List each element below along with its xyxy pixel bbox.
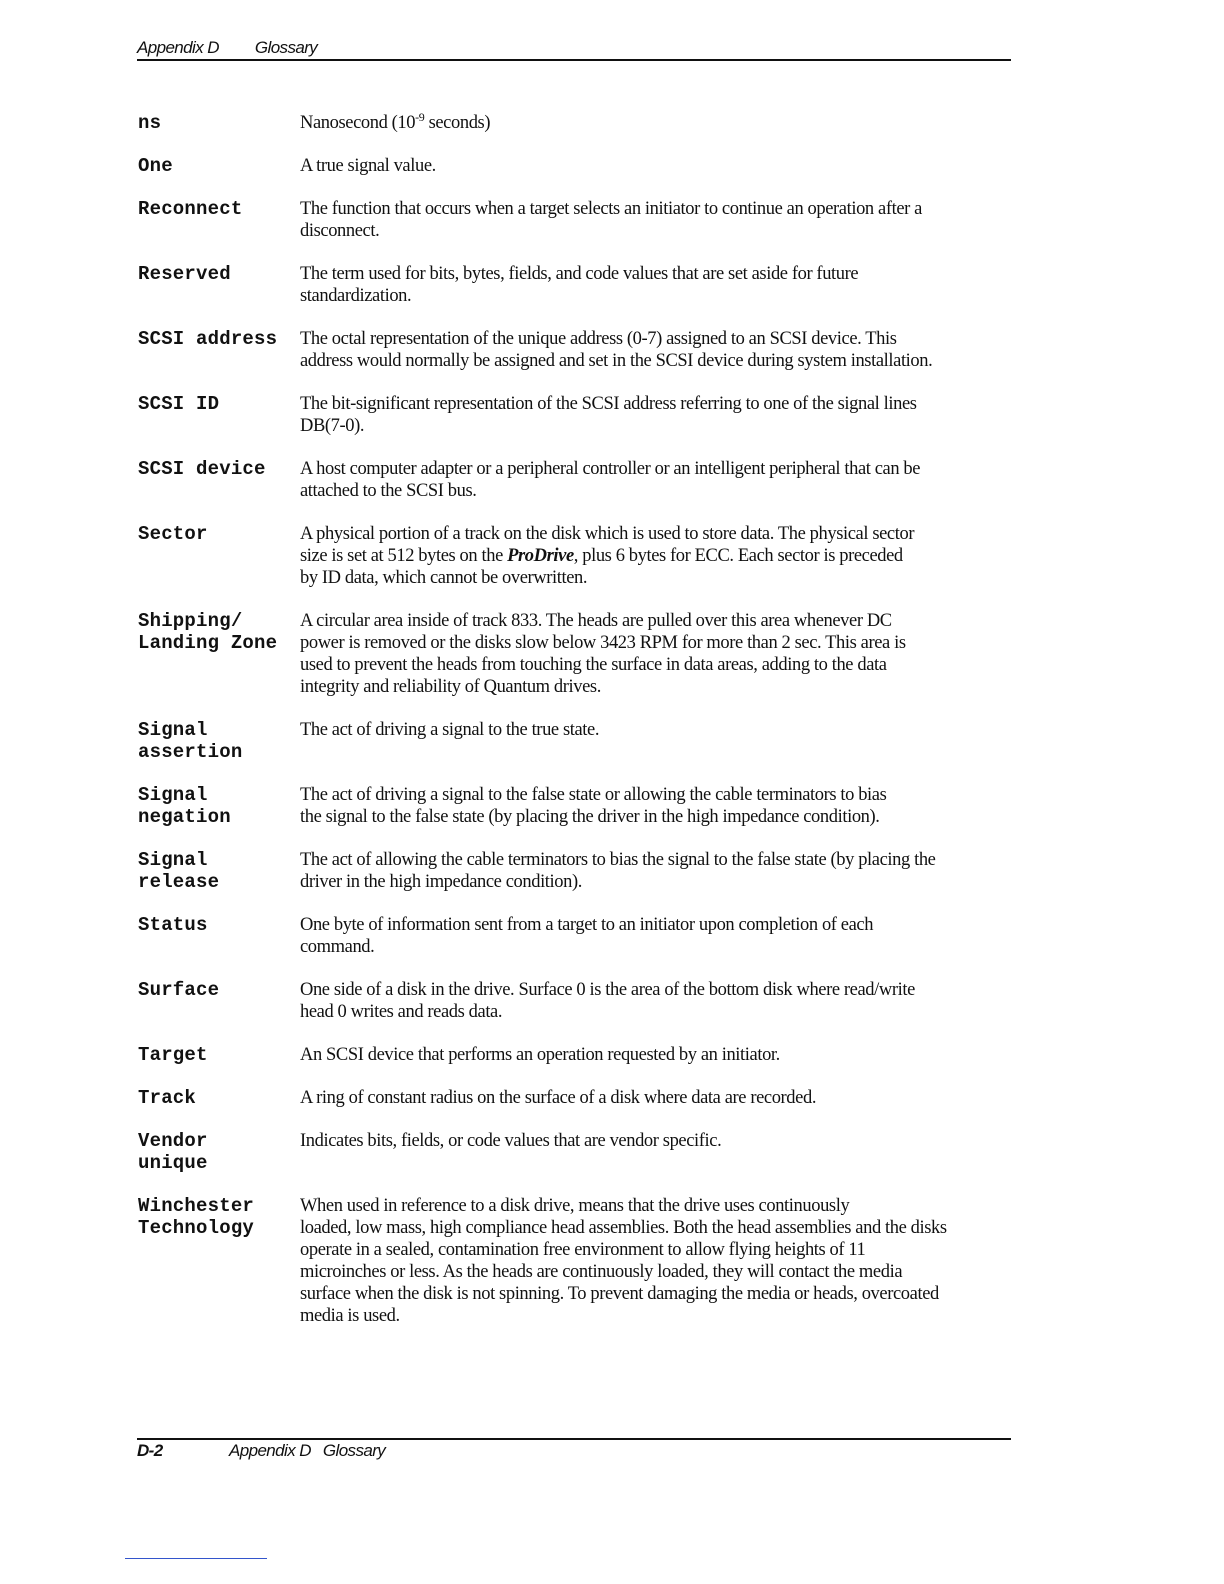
definition-scsi-id: The bit-significant representation of the SCSI address referring to one of the signal lines DB(7-0). (300, 394, 917, 436)
glossary-entry-winchester-technology (138, 1195, 1038, 1327)
definition-one: A true signal value. (300, 156, 436, 176)
definition-scsi-device: A host computer adapter or a peripheral controller or an intelligent peripheral that can be attached to the SCSI bus. (300, 459, 921, 501)
definition-surface: One side of a disk in the drive. Surface 0 is the area of the bottom disk where read/write head 0 writes and reads data. (300, 980, 915, 1022)
running-footer (137, 1438, 1011, 1461)
glossary-entry-signal-negation (138, 784, 1038, 828)
term-signal-assertion: Signal assertion (138, 719, 243, 763)
scan-artifact-rule (125, 1558, 267, 1559)
glossary-entry-scsi-id (138, 393, 1038, 437)
definition-reserved: The term used for bits, bytes, fields, and code values that are set aside for future standardization. (300, 264, 859, 306)
definition-shipping-landing-zone: A circular area inside of track 833. The heads are pulled over this area whenever DC power is removed or the disks slow below 3423 RPM for more than 2 sec. This area is used to prevent the heads from touching the surface in data areas, adding to the data integrity and reliability of Quantum drives. (300, 611, 906, 697)
glossary-entry-signal-assertion (138, 719, 1038, 763)
term-vendor-unique: Vendor unique (138, 1130, 208, 1174)
definition-status: One byte of information sent from a target to an initiator upon completion of each command. (300, 915, 874, 957)
term-winchester-technology: Winchester Technology (138, 1195, 255, 1239)
term-scsi-device: SCSI device (138, 458, 266, 480)
glossary-entry-sector (138, 523, 1038, 589)
definition-signal-assertion: The act of driving a signal to the true state. (300, 720, 600, 740)
term-ns: ns (138, 112, 162, 134)
definition-sector (300, 523, 1038, 589)
term-reconnect: Reconnect (138, 198, 243, 220)
glossary-entry-scsi-device (138, 458, 1038, 502)
term-scsi-id: SCSI ID (138, 393, 220, 415)
glossary-entry-signal-release (138, 849, 1038, 893)
definition-target: An SCSI device that performs an operation requested by an initiator. (300, 1045, 780, 1065)
term-shipping-landing-zone: Shipping/ Landing Zone (138, 610, 278, 654)
definition-reconnect: The function that occurs when a target selects an initiator to continue an operation after a disconnect. (300, 199, 922, 241)
sector-text-part-1: A physical portion of a track on the disk which is used to store data. The physical sector size is set at 512 bytes on the (300, 524, 915, 566)
term-sector: Sector (138, 523, 208, 545)
glossary-list (138, 109, 1038, 1327)
term-reserved: Reserved (138, 263, 231, 285)
product-name: ProDrive (507, 546, 574, 566)
term-target: Target (138, 1044, 208, 1066)
glossary-entry-reconnect (138, 198, 1038, 242)
term-track: Track (138, 1087, 197, 1109)
header-title: Glossary (254, 38, 318, 57)
superscript-exponent: -9 (415, 109, 425, 124)
definition-signal-release: The act of allowing the cable terminators to bias the signal to the false state (by placing the driver in the high impedance condition). (300, 850, 936, 892)
glossary-entry-track (138, 1087, 1038, 1109)
term-scsi-address: SCSI address (138, 328, 278, 350)
definition-track: A ring of constant radius on the surface of a disk where data are recorded. (300, 1088, 817, 1108)
glossary-entry-reserved (138, 263, 1038, 307)
definition-vendor-unique: Indicates bits, fields, or code values that are vendor specific. (300, 1131, 722, 1151)
definition-winchester-technology: When used in reference to a disk drive, means that the drive uses continuously loaded, low mass, high compliance head assemblies. Both the head assemblies and the disks operate in a sealed, contamination free environment to allow flying heights of 11 microinches or less. As the heads are continuously loaded, they will contact the media surface when the disk is not spinning. To prevent damaging the media or heads, overcoated media is used. (300, 1196, 947, 1326)
running-header (137, 38, 1011, 61)
footer-title: Glossary (322, 1441, 386, 1460)
term-status: Status (138, 914, 208, 936)
term-signal-negation: Signal negation (138, 784, 231, 828)
term-signal-release: Signal release (138, 849, 220, 893)
glossary-entry-vendor-unique (138, 1130, 1038, 1174)
glossary-entry-one (138, 155, 1038, 177)
term-one: One (138, 155, 173, 177)
glossary-entry-shipping-landing-zone (138, 610, 1038, 698)
glossary-entry-status (138, 914, 1038, 958)
definition-signal-negation: The act of driving a signal to the false state or allowing the cable terminators to bias the signal to the false state (by placing the driver in the high impedance condition). (300, 785, 887, 827)
glossary-entry-surface (138, 979, 1038, 1023)
page-number: D-2 (137, 1441, 163, 1460)
sector-text-part-2: , plus 6 bytes for ECC. Each sector is preceded by ID data, which cannot be overwritten. (300, 546, 903, 588)
glossary-entry-target (138, 1044, 1038, 1066)
term-surface: Surface (138, 979, 220, 1001)
definition-scsi-address: The octal representation of the unique address (0-7) assigned to an SCSI device. This address would normally be assigned and set in the SCSI device during system installation. (300, 329, 933, 371)
header-section: Appendix D (137, 38, 219, 57)
glossary-entry-scsi-address (138, 328, 1038, 372)
glossary-entry-ns (138, 109, 1038, 134)
definition-ns: Nanosecond ($10^{-9}$ seconds) (300, 109, 491, 133)
footer-section: Appendix D (229, 1441, 311, 1460)
